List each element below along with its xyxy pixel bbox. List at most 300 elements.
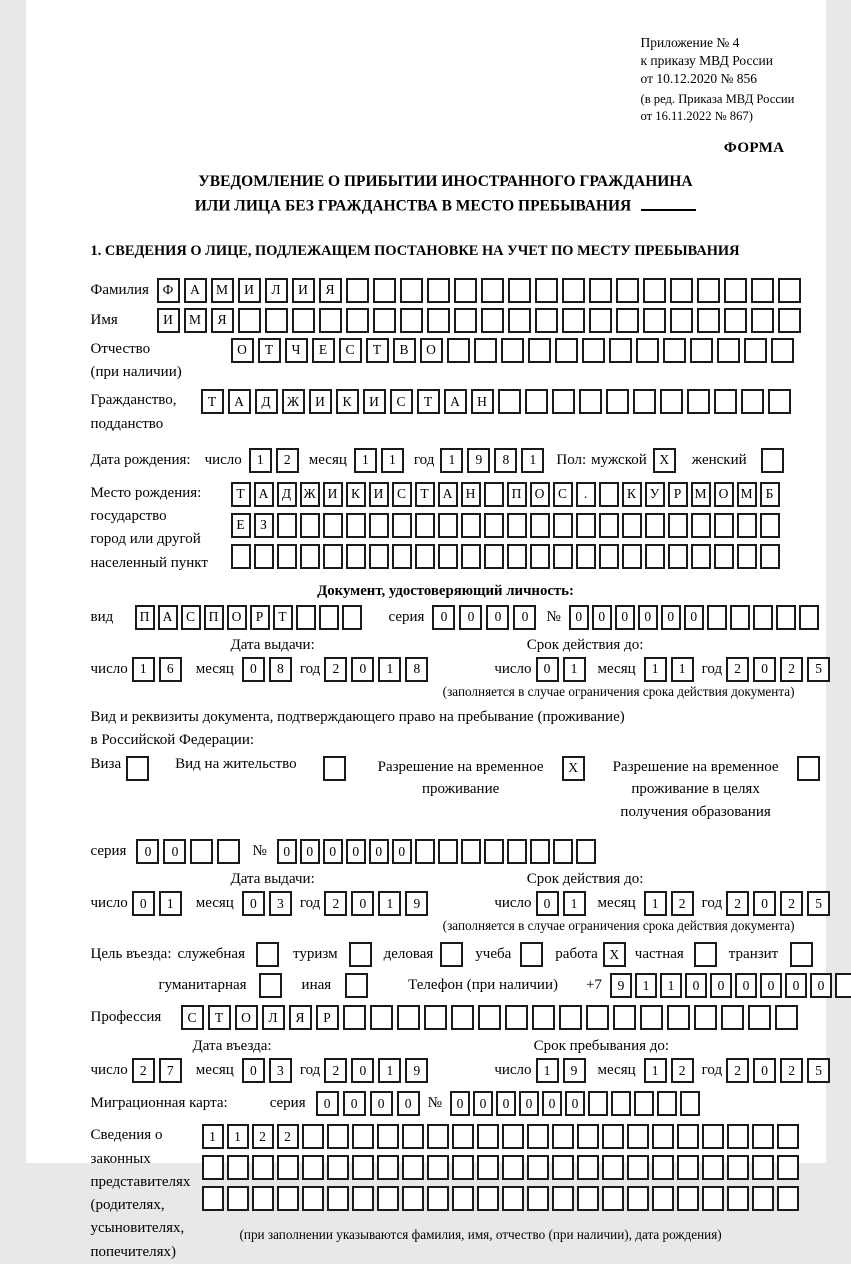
char-box[interactable] [694, 1005, 717, 1030]
char-box[interactable]: 1 [635, 973, 657, 998]
char-box[interactable]: 0 [450, 1091, 470, 1116]
char-box[interactable] [377, 1155, 399, 1180]
char-box[interactable]: . [576, 482, 596, 507]
char-box[interactable] [392, 544, 412, 569]
temp-residence-edu-checkbox[interactable] [797, 756, 824, 781]
char-box[interactable]: К [336, 389, 359, 414]
char-box[interactable] [126, 756, 149, 781]
char-box[interactable] [415, 544, 435, 569]
char-box[interactable] [599, 544, 619, 569]
char-box[interactable] [640, 1005, 663, 1030]
char-box[interactable]: 0 [685, 973, 707, 998]
char-box[interactable]: И [323, 482, 343, 507]
char-box[interactable] [369, 513, 389, 538]
char-box[interactable] [427, 1155, 449, 1180]
char-box[interactable]: 8 [405, 657, 428, 682]
char-box[interactable] [507, 544, 527, 569]
char-box[interactable] [502, 1186, 524, 1211]
char-box[interactable] [777, 1155, 799, 1180]
char-box[interactable]: 2 [726, 1058, 749, 1083]
char-box[interactable] [652, 1155, 674, 1180]
char-box[interactable] [559, 1005, 582, 1030]
char-box[interactable]: 0 [392, 839, 412, 864]
char-box[interactable] [217, 839, 240, 864]
char-box[interactable] [643, 278, 666, 303]
char-box[interactable] [438, 513, 458, 538]
char-box[interactable] [507, 839, 527, 864]
char-box[interactable]: 8 [269, 657, 292, 682]
char-box[interactable] [202, 1186, 224, 1211]
char-box[interactable] [677, 1155, 699, 1180]
char-box[interactable]: 2 [252, 1124, 274, 1149]
char-box[interactable] [452, 1124, 474, 1149]
char-box[interactable]: 1 [227, 1124, 249, 1149]
char-box[interactable]: 0 [592, 605, 612, 630]
char-box[interactable] [352, 1186, 374, 1211]
char-box[interactable]: 5 [807, 657, 830, 682]
char-box[interactable]: О [231, 338, 254, 363]
char-box[interactable] [697, 308, 720, 333]
char-box[interactable]: 0 [323, 839, 343, 864]
char-box[interactable]: Н [461, 482, 481, 507]
char-box[interactable] [477, 1155, 499, 1180]
char-box[interactable] [452, 1186, 474, 1211]
char-box[interactable]: 0 [569, 605, 589, 630]
char-box[interactable]: 0 [370, 1091, 393, 1116]
char-box[interactable]: 0 [132, 891, 155, 916]
char-box[interactable]: 1 [660, 973, 682, 998]
char-box[interactable] [190, 839, 213, 864]
char-box[interactable] [440, 942, 463, 967]
char-box[interactable]: И [369, 482, 389, 507]
purpose-other-checkbox[interactable] [345, 973, 372, 998]
char-box[interactable] [660, 389, 683, 414]
char-box[interactable]: 1 [440, 448, 463, 473]
char-box[interactable] [724, 308, 747, 333]
char-box[interactable]: 0 [369, 839, 389, 864]
char-box[interactable]: 0 [351, 891, 374, 916]
char-box[interactable] [227, 1186, 249, 1211]
char-box[interactable] [602, 1155, 624, 1180]
char-box[interactable] [345, 973, 368, 998]
char-box[interactable] [323, 513, 343, 538]
char-box[interactable] [254, 544, 274, 569]
char-box[interactable]: 1 [563, 891, 586, 916]
char-box[interactable] [505, 1005, 528, 1030]
char-box[interactable]: Н [471, 389, 494, 414]
char-box[interactable]: О [530, 482, 550, 507]
char-box[interactable]: С [392, 482, 412, 507]
char-box[interactable]: 9 [610, 973, 632, 998]
char-box[interactable] [586, 1005, 609, 1030]
char-box[interactable] [323, 756, 346, 781]
char-box[interactable] [714, 389, 737, 414]
purpose-transit-checkbox[interactable] [790, 942, 817, 967]
char-box[interactable] [702, 1124, 724, 1149]
char-box[interactable] [577, 1186, 599, 1211]
char-box[interactable] [277, 1155, 299, 1180]
char-box[interactable]: X [603, 942, 626, 967]
char-box[interactable] [751, 308, 774, 333]
char-box[interactable] [252, 1155, 274, 1180]
char-box[interactable]: М [211, 278, 234, 303]
char-box[interactable] [400, 308, 423, 333]
char-box[interactable]: У [645, 482, 665, 507]
char-box[interactable]: И [157, 308, 180, 333]
char-box[interactable] [461, 544, 481, 569]
char-box[interactable] [677, 1124, 699, 1149]
char-box[interactable] [677, 1186, 699, 1211]
char-box[interactable]: 9 [405, 891, 428, 916]
char-box[interactable]: 0 [163, 839, 186, 864]
char-box[interactable]: 2 [277, 1124, 299, 1149]
char-box[interactable] [377, 1124, 399, 1149]
char-box[interactable]: И [292, 278, 315, 303]
char-box[interactable] [501, 338, 524, 363]
char-box[interactable]: П [204, 605, 224, 630]
char-box[interactable] [627, 1124, 649, 1149]
visa-checkbox[interactable] [126, 756, 153, 781]
char-box[interactable] [589, 308, 612, 333]
residence-permit-checkbox[interactable] [323, 756, 350, 781]
char-box[interactable]: 2 [671, 891, 694, 916]
char-box[interactable] [576, 513, 596, 538]
char-box[interactable] [553, 513, 573, 538]
char-box[interactable]: П [135, 605, 155, 630]
char-box[interactable]: 1 [644, 891, 667, 916]
char-box[interactable] [602, 1124, 624, 1149]
char-box[interactable] [645, 513, 665, 538]
char-box[interactable] [691, 513, 711, 538]
char-box[interactable] [461, 839, 481, 864]
char-box[interactable]: 2 [780, 657, 803, 682]
char-box[interactable] [778, 278, 801, 303]
char-box[interactable] [582, 338, 605, 363]
char-box[interactable] [454, 278, 477, 303]
char-box[interactable]: 0 [397, 1091, 420, 1116]
char-box[interactable]: С [553, 482, 573, 507]
char-box[interactable] [691, 544, 711, 569]
char-box[interactable] [552, 389, 575, 414]
char-box[interactable] [530, 544, 550, 569]
char-box[interactable] [694, 942, 717, 967]
char-box[interactable] [599, 513, 619, 538]
char-box[interactable]: М [737, 482, 757, 507]
char-box[interactable] [717, 338, 740, 363]
char-box[interactable]: 0 [753, 891, 776, 916]
char-box[interactable]: Е [312, 338, 335, 363]
purpose-private-checkbox[interactable] [694, 942, 721, 967]
char-box[interactable] [277, 544, 297, 569]
char-box[interactable]: 2 [324, 1058, 347, 1083]
char-box[interactable]: Б [760, 482, 780, 507]
char-box[interactable]: 1 [159, 891, 182, 916]
char-box[interactable] [231, 544, 251, 569]
char-box[interactable] [327, 1124, 349, 1149]
char-box[interactable] [588, 1091, 608, 1116]
char-box[interactable] [761, 448, 784, 473]
char-box[interactable] [707, 605, 727, 630]
char-box[interactable] [627, 1186, 649, 1211]
char-box[interactable] [530, 839, 550, 864]
char-box[interactable]: 0 [242, 657, 265, 682]
char-box[interactable] [452, 1155, 474, 1180]
char-box[interactable]: 1 [202, 1124, 224, 1149]
char-box[interactable]: С [390, 389, 413, 414]
char-box[interactable] [576, 839, 596, 864]
char-box[interactable] [392, 513, 412, 538]
char-box[interactable] [634, 1091, 654, 1116]
char-box[interactable]: 0 [242, 891, 265, 916]
char-box[interactable] [553, 839, 573, 864]
char-box[interactable] [530, 513, 550, 538]
char-box[interactable] [454, 308, 477, 333]
char-box[interactable] [616, 278, 639, 303]
char-box[interactable] [302, 1124, 324, 1149]
char-box[interactable] [502, 1155, 524, 1180]
char-box[interactable]: А [184, 278, 207, 303]
char-box[interactable]: 1 [671, 657, 694, 682]
purpose-humanitarian-checkbox[interactable] [259, 973, 286, 998]
char-box[interactable] [484, 482, 504, 507]
char-box[interactable] [778, 308, 801, 333]
char-box[interactable]: Л [262, 1005, 285, 1030]
char-box[interactable]: М [184, 308, 207, 333]
char-box[interactable] [748, 1005, 771, 1030]
char-box[interactable]: 1 [644, 1058, 667, 1083]
char-box[interactable]: Т [258, 338, 281, 363]
char-box[interactable] [415, 513, 435, 538]
purpose-business-checkbox[interactable] [440, 942, 467, 967]
char-box[interactable] [259, 973, 282, 998]
char-box[interactable] [752, 1186, 774, 1211]
char-box[interactable] [744, 338, 767, 363]
char-box[interactable]: Ж [300, 482, 320, 507]
char-box[interactable]: 0 [496, 1091, 516, 1116]
char-box[interactable] [296, 605, 316, 630]
char-box[interactable] [752, 1155, 774, 1180]
char-box[interactable] [799, 605, 819, 630]
char-box[interactable] [724, 278, 747, 303]
char-box[interactable] [415, 839, 435, 864]
char-box[interactable] [256, 942, 279, 967]
char-box[interactable]: С [339, 338, 362, 363]
char-box[interactable] [227, 1155, 249, 1180]
char-box[interactable] [606, 389, 629, 414]
char-box[interactable]: Д [277, 482, 297, 507]
char-box[interactable] [643, 308, 666, 333]
char-box[interactable] [702, 1186, 724, 1211]
char-box[interactable]: Т [201, 389, 224, 414]
char-box[interactable]: 1 [354, 448, 377, 473]
char-box[interactable]: 0 [753, 657, 776, 682]
char-box[interactable]: 2 [132, 1058, 155, 1083]
char-box[interactable] [327, 1155, 349, 1180]
char-box[interactable]: П [507, 482, 527, 507]
char-box[interactable] [760, 544, 780, 569]
char-box[interactable]: 1 [378, 657, 401, 682]
char-box[interactable]: И [363, 389, 386, 414]
char-box[interactable]: Т [208, 1005, 231, 1030]
char-box[interactable]: Т [231, 482, 251, 507]
char-box[interactable]: X [562, 756, 585, 781]
char-box[interactable] [576, 544, 596, 569]
char-box[interactable]: Ч [285, 338, 308, 363]
char-box[interactable] [687, 389, 710, 414]
char-box[interactable] [535, 278, 558, 303]
char-box[interactable] [668, 513, 688, 538]
char-box[interactable]: О [227, 605, 247, 630]
char-box[interactable]: 1 [536, 1058, 559, 1083]
char-box[interactable]: 7 [159, 1058, 182, 1083]
char-box[interactable] [346, 308, 369, 333]
char-box[interactable]: 8 [494, 448, 517, 473]
char-box[interactable] [577, 1155, 599, 1180]
char-box[interactable]: 0 [343, 1091, 366, 1116]
char-box[interactable] [697, 278, 720, 303]
char-box[interactable] [752, 1124, 774, 1149]
char-box[interactable]: А [444, 389, 467, 414]
char-box[interactable] [751, 278, 774, 303]
purpose-official-checkbox[interactable] [256, 942, 283, 967]
char-box[interactable] [527, 1186, 549, 1211]
char-box[interactable] [535, 308, 558, 333]
char-box[interactable] [680, 1091, 700, 1116]
char-box[interactable] [667, 1005, 690, 1030]
char-box[interactable] [427, 1124, 449, 1149]
char-box[interactable]: 2 [276, 448, 299, 473]
char-box[interactable] [346, 278, 369, 303]
char-box[interactable]: 3 [269, 891, 292, 916]
char-box[interactable] [797, 756, 820, 781]
char-box[interactable]: Р [250, 605, 270, 630]
char-box[interactable] [768, 389, 791, 414]
char-box[interactable] [622, 513, 642, 538]
char-box[interactable] [532, 1005, 555, 1030]
char-box[interactable] [771, 338, 794, 363]
char-box[interactable]: 0 [615, 605, 635, 630]
char-box[interactable]: 0 [277, 839, 297, 864]
char-box[interactable]: 0 [432, 605, 455, 630]
char-box[interactable] [352, 1155, 374, 1180]
sex-female-checkbox[interactable] [761, 448, 788, 473]
char-box[interactable] [373, 308, 396, 333]
char-box[interactable]: Я [211, 308, 234, 333]
char-box[interactable] [397, 1005, 420, 1030]
char-box[interactable]: А [228, 389, 251, 414]
char-box[interactable] [525, 389, 548, 414]
char-box[interactable] [502, 1124, 524, 1149]
char-box[interactable] [627, 1155, 649, 1180]
char-box[interactable] [555, 338, 578, 363]
char-box[interactable]: 1 [644, 657, 667, 682]
char-box[interactable] [427, 278, 450, 303]
char-box[interactable]: 5 [807, 1058, 830, 1083]
char-box[interactable] [527, 1155, 549, 1180]
char-box[interactable]: Л [265, 278, 288, 303]
char-box[interactable]: 1 [378, 891, 401, 916]
char-box[interactable]: 0 [136, 839, 159, 864]
char-box[interactable] [346, 544, 366, 569]
char-box[interactable] [611, 1091, 631, 1116]
char-box[interactable] [427, 308, 450, 333]
char-box[interactable] [552, 1124, 574, 1149]
char-box[interactable] [277, 1186, 299, 1211]
char-box[interactable]: О [420, 338, 443, 363]
char-box[interactable]: 0 [638, 605, 658, 630]
char-box[interactable] [737, 513, 757, 538]
char-box[interactable]: Ф [157, 278, 180, 303]
char-box[interactable] [373, 278, 396, 303]
char-box[interactable] [562, 278, 585, 303]
char-box[interactable] [552, 1186, 574, 1211]
char-box[interactable] [507, 513, 527, 538]
char-box[interactable]: 5 [807, 891, 830, 916]
char-box[interactable] [721, 1005, 744, 1030]
char-box[interactable] [527, 1124, 549, 1149]
char-box[interactable]: А [438, 482, 458, 507]
char-box[interactable]: 0 [810, 973, 832, 998]
char-box[interactable] [633, 389, 656, 414]
char-box[interactable]: 9 [563, 1058, 586, 1083]
char-box[interactable] [447, 338, 470, 363]
char-box[interactable] [342, 605, 362, 630]
char-box[interactable] [370, 1005, 393, 1030]
char-box[interactable]: 1 [378, 1058, 401, 1083]
char-box[interactable] [616, 308, 639, 333]
char-box[interactable] [528, 338, 551, 363]
char-box[interactable] [300, 544, 320, 569]
char-box[interactable] [663, 338, 686, 363]
sex-male-checkbox[interactable] [653, 448, 680, 473]
char-box[interactable]: 2 [671, 1058, 694, 1083]
char-box[interactable]: Т [417, 389, 440, 414]
char-box[interactable] [520, 942, 543, 967]
char-box[interactable] [349, 942, 372, 967]
char-box[interactable] [776, 605, 796, 630]
char-box[interactable] [577, 1124, 599, 1149]
char-box[interactable] [300, 513, 320, 538]
char-box[interactable]: А [158, 605, 178, 630]
purpose-tourism-checkbox[interactable] [349, 942, 376, 967]
char-box[interactable]: 1 [521, 448, 544, 473]
char-box[interactable] [609, 338, 632, 363]
char-box[interactable] [652, 1186, 674, 1211]
char-box[interactable]: 2 [780, 891, 803, 916]
char-box[interactable] [477, 1186, 499, 1211]
char-box[interactable] [343, 1005, 366, 1030]
char-box[interactable]: 0 [536, 891, 559, 916]
char-box[interactable]: Р [316, 1005, 339, 1030]
char-box[interactable] [427, 1186, 449, 1211]
char-box[interactable]: 0 [536, 657, 559, 682]
char-box[interactable] [474, 338, 497, 363]
char-box[interactable]: 0 [661, 605, 681, 630]
char-box[interactable] [602, 1186, 624, 1211]
char-box[interactable]: 1 [132, 657, 155, 682]
char-box[interactable] [302, 1155, 324, 1180]
char-box[interactable] [552, 1155, 574, 1180]
char-box[interactable] [327, 1186, 349, 1211]
char-box[interactable] [481, 278, 504, 303]
char-box[interactable]: К [622, 482, 642, 507]
char-box[interactable]: 0 [351, 1058, 374, 1083]
char-box[interactable] [714, 513, 734, 538]
char-box[interactable]: X [653, 448, 676, 473]
char-box[interactable] [622, 544, 642, 569]
char-box[interactable]: 1 [381, 448, 404, 473]
char-box[interactable]: А [254, 482, 274, 507]
